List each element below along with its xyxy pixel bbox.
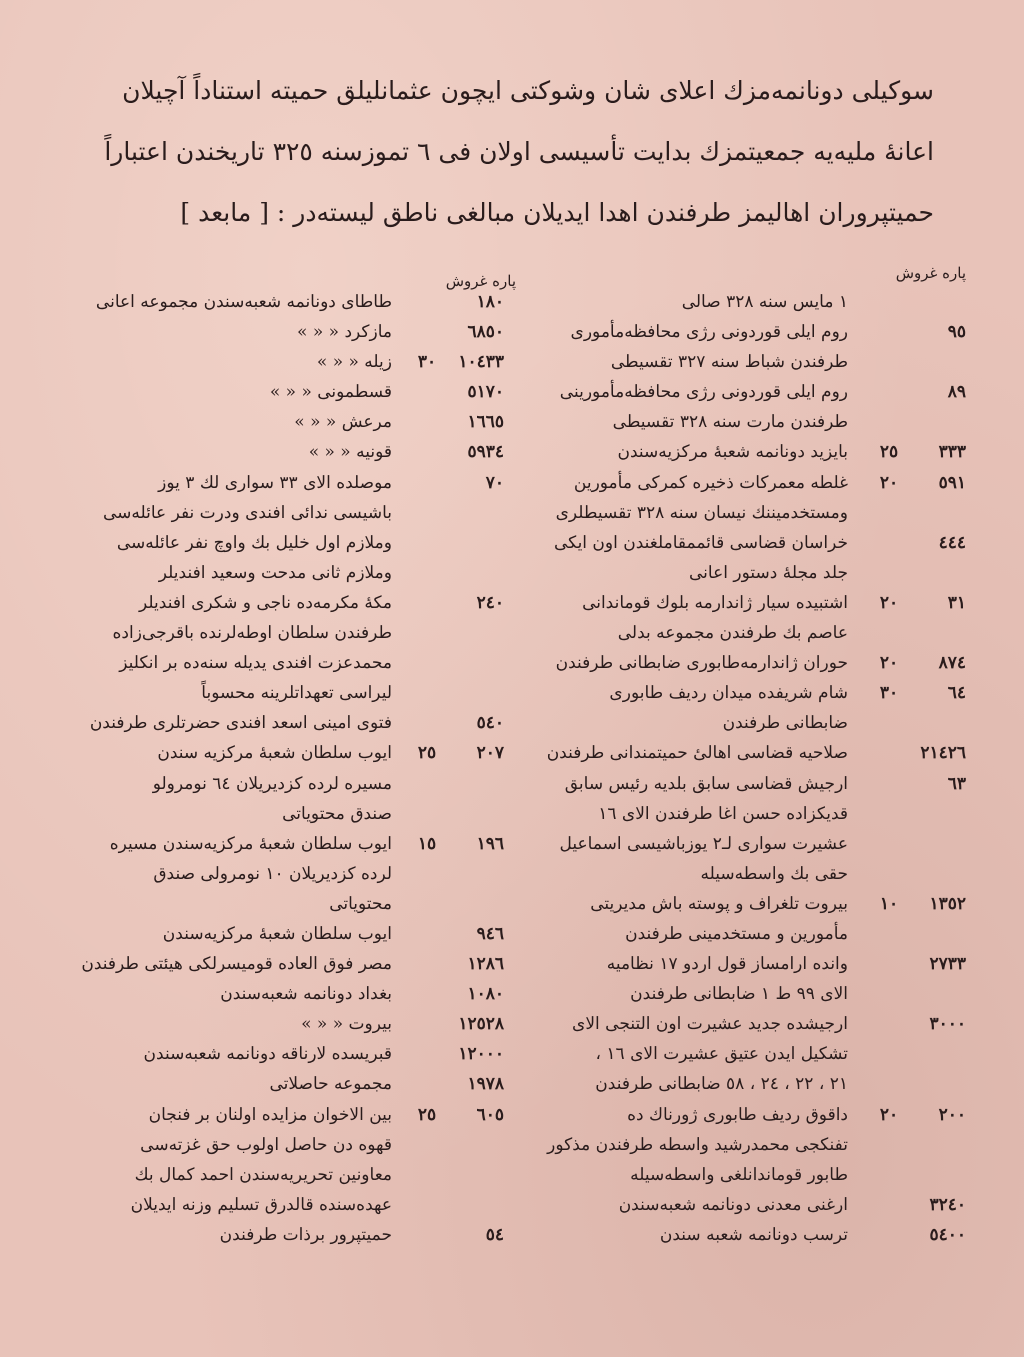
amount: [392, 713, 504, 733]
donor-text: صلاحیه قضاسی اهالیٔ حمیتمندانی طرفندن: [546, 743, 848, 764]
donor-text: روم ایلی قوردونی رژی محافظه‌مأمورینی: [559, 382, 848, 403]
ledger-line: [84, 533, 504, 563]
amount: [392, 382, 504, 402]
donor-text: ایوب سلطان شعبهٔ مرکزیه سندن: [157, 743, 392, 764]
para-amount: ٢٠: [879, 472, 899, 493]
kurus-amount: ١٩٦: [476, 833, 504, 854]
header-line-3: حمیتپروران اهالیمز طرفندن اهدا ایدیلان مبالغی ناطق لیسته‌در : [ مابعد ]: [180, 198, 934, 227]
kurus-amount: ١٣٥٢: [929, 893, 966, 914]
donor-text: حقی بك واسطه‌سیله: [700, 863, 848, 884]
kurus-amount: ٦٣: [947, 773, 966, 794]
kurus-amount: ١٩٧٨: [467, 1074, 504, 1095]
donor-text: ومستخدمیننك نیسان سنه ٣٢٨ تقسیطلری: [555, 502, 848, 523]
right-column: [526, 292, 966, 1255]
amount: [848, 533, 966, 553]
donor-text: صندق محتویاتی: [282, 803, 392, 824]
ledger-line: [84, 1135, 504, 1165]
kurus-amount: ٤٤٤: [938, 532, 966, 553]
ledger-line: [526, 954, 966, 984]
right-column-header: پاره غروش: [895, 264, 966, 282]
donor-text: معاونین تحریریه‌سندن احمد کمال بك: [134, 1164, 392, 1185]
donor-text: قهوه دن حاصل اولوب حق غزته‌سی: [140, 1134, 392, 1155]
kurus-amount: ٩٥: [947, 322, 966, 343]
kurus-amount: ١٠٤٣٣: [458, 352, 504, 373]
kurus-amount: ٥١٧٠: [467, 382, 504, 403]
donor-text: طاطای دونانمه شعبه‌سندن مجموعه اعانی: [95, 292, 392, 312]
ledger-line: [526, 984, 966, 1014]
donor-text: روم ایلی قوردونی رژی محافظه‌مأموری: [570, 322, 848, 343]
amount: [848, 774, 966, 794]
ledger-line: [526, 774, 966, 804]
kurus-amount: ٣٣٣: [938, 442, 966, 463]
kurus-amount: ٦٠٥: [476, 1104, 504, 1125]
amount: [848, 954, 966, 974]
amount: [392, 1044, 504, 1064]
donor-text: ترسب دونانمه شعبه سندن: [659, 1224, 848, 1245]
amount: [392, 1074, 504, 1094]
donor-text: قدیکزاده حسن اغا طرفندن الای ١٦: [598, 803, 848, 824]
ledger-line: [526, 442, 966, 472]
ledger-line: [84, 473, 504, 503]
kurus-amount: ٢٠٠: [938, 1104, 966, 1125]
donor-text: ضابطانی طرفندن: [722, 713, 848, 734]
ledger-line: [84, 1044, 504, 1074]
donor-text: وملازم ثانی مدحت وسعید افندیلر: [158, 562, 392, 583]
donor-text: مکهٔ مکرمه‌ده ناجی و شکری افندیلر: [139, 592, 392, 613]
ledger-line: [526, 1195, 966, 1225]
donor-text: حوران ژاندارمه‌طابوری ضابطانی طرفندن: [555, 653, 848, 674]
donor-text: ایوب سلطان شعبهٔ مرکزیه‌سندن: [162, 923, 392, 944]
ledger-line: [526, 683, 966, 713]
ledger-line: [526, 1225, 966, 1255]
donor-text: باشیسی ندائی افندی ودرت نفر عائله‌سی: [102, 502, 392, 523]
donor-text: تفنکجی محمدرشید واسطه طرفندن مذکور: [547, 1134, 848, 1155]
kurus-amount: ١٢٥٢٨: [458, 1014, 504, 1035]
ledger-line: [84, 894, 504, 924]
donor-text: محمدعزت افندی یدیله سنه‌ده بر انکلیز: [119, 653, 392, 674]
donor-text: جلد مجلهٔ دستور اعانی: [689, 562, 848, 583]
ledger-line: [84, 623, 504, 653]
ledger-line: [526, 804, 966, 834]
kurus-amount: ٥٤: [485, 1224, 504, 1245]
ledger-line: [526, 864, 966, 894]
donor-text: قبریسده لارناقه دونانمه شعبه‌سندن: [143, 1044, 392, 1065]
amount: [848, 1014, 966, 1034]
amount: [848, 1195, 966, 1215]
ledger-line: [84, 593, 504, 623]
amount: [392, 442, 504, 462]
donor-text: مجموعه حاصلاتی: [269, 1074, 392, 1095]
kurus-amount: ٥٩١: [938, 472, 966, 493]
donor-text: شام شریفده میدان ردیف طابوری: [609, 683, 848, 704]
donor-text: الای ٩٩ ط ١ ضابطانی طرفندن: [630, 984, 848, 1005]
kurus-amount: ٣١: [947, 592, 966, 613]
amount: [848, 683, 966, 703]
donor-text: بیروت تلغراف و پوسته باش مدیریتی: [590, 893, 848, 914]
para-amount: ٢٠: [879, 1104, 899, 1125]
ledger-line: [526, 292, 966, 322]
donor-text: مسیره لرده کزدیریلان ٦٤ نومرولو: [152, 773, 392, 794]
amount: [392, 984, 504, 1004]
ledger-line: [84, 864, 504, 894]
donor-text: مرعش « « »: [294, 412, 392, 433]
ledger-line: [526, 894, 966, 924]
donor-text: قونیه « « »: [308, 442, 392, 463]
amount: [392, 352, 504, 372]
donor-text: وملازم اول خلیل بك واوچ نفر عائله‌سی: [116, 532, 392, 553]
donor-text: ٢١ ، ٢٢ ، ٢٤ ، ٥٨ ضابطانی طرفندن: [595, 1074, 848, 1095]
ledger-line: [526, 563, 966, 593]
donor-text: طرفندن مارت سنه ٣٢٨ تقسیطی: [612, 412, 848, 433]
ledger-line: [526, 1165, 966, 1195]
ledger-line: [526, 352, 966, 382]
left-column-header: پاره غروش: [445, 272, 516, 290]
ledger-line: [84, 804, 504, 834]
kurus-amount: ٥٩٣٤: [467, 442, 504, 463]
donor-text: موصلده الای ٣٣ سواری لك ٣ یوز: [158, 472, 392, 493]
amount: [392, 322, 504, 342]
header-line-1: سوکیلی دونانمه‌مزك اعلای شان وشوکتی ایچون عثمانلیلق حمیته استناداً آچیلان: [122, 76, 934, 105]
ledger-line: [84, 834, 504, 864]
donor-text: حمیتپرور برذات طرفندن: [219, 1224, 392, 1245]
ledger-line: [526, 1014, 966, 1044]
ledger-line: [84, 683, 504, 713]
amount: [848, 894, 966, 914]
ledger-line: [526, 533, 966, 563]
donor-text: بیروت « « »: [301, 1014, 392, 1035]
donor-text: غلطه معمرکات ذخیره کمرکی مأمورین: [573, 472, 848, 493]
left-column: [81, 292, 504, 1255]
ledger-line: [84, 743, 504, 773]
donor-text: ارغنی معدنی دونانمه شعبه‌سندن: [618, 1194, 848, 1215]
amount: [392, 834, 504, 854]
amount: [848, 743, 966, 763]
para-amount: ٢٥: [879, 442, 899, 463]
ledger-line: [526, 653, 966, 683]
ledger-line: [84, 653, 504, 683]
donor-text: خراسان قضاسی قائممقاملغندن اون ایکی: [554, 532, 848, 553]
para-amount: ٣٠: [879, 683, 899, 704]
amount: [392, 1014, 504, 1034]
ledger-line: [526, 743, 966, 773]
document-header: [104, 60, 934, 243]
ledger-line: [526, 1044, 966, 1074]
ledger-line: [526, 924, 966, 954]
ledger-line: [84, 412, 504, 442]
ledger-line: [84, 382, 504, 412]
amount: [392, 743, 504, 763]
ledger-line: [84, 1195, 504, 1225]
amount: [392, 1225, 504, 1245]
donor-text: بین الاخوان مزایده اولنان بر فنجان: [148, 1104, 392, 1125]
ledger-line: [81, 954, 504, 984]
ledger-line: [84, 774, 504, 804]
para-amount: ٢٥: [417, 1104, 437, 1125]
ledger-line: [526, 834, 966, 864]
ledger-line: [526, 322, 966, 352]
kurus-amount: ٩٤٦: [476, 923, 504, 944]
header-line-2: اعانهٔ ملیه‌یه جمعیتمزك بدایت تأسیسی اولان فی ٦ تموزسنه ٣٢٥ تاریخندن اعتباراً: [104, 137, 934, 166]
kurus-amount: ٨٧٤: [938, 653, 966, 674]
kurus-amount: ٣٠٠٠: [929, 1014, 966, 1035]
ledger-line: [526, 473, 966, 503]
donor-text: ایوب سلطان شعبهٔ مرکزیه‌سندن مسیره‌: [109, 833, 392, 854]
amount: [848, 322, 966, 342]
amount: [848, 382, 966, 402]
ledger-line: [526, 713, 966, 743]
donor-text: عهده‌سنده قالدرق تسلیم وزنه ایدیلان: [130, 1194, 392, 1215]
donor-text: فتوی امینی اسعد افندی حضرتلری طرفندن: [89, 713, 392, 734]
para-amount: ٣٠: [417, 352, 437, 373]
donor-text: تشکیل ایدن عتیق عشیرت الای ١٦ ،: [595, 1044, 848, 1065]
donor-text: ارجیشده جدید عشیرت اون التنجی الای: [572, 1014, 848, 1035]
amount: [848, 473, 966, 493]
amount: [392, 924, 504, 944]
ledger-line: [526, 1105, 966, 1135]
kurus-amount: ٢٧٣٣: [929, 954, 966, 975]
donor-text: بغداد دونانمه شعبه‌سندن: [220, 984, 392, 1005]
donor-text: لرده کزدیریلان ١٠ نومرولی صندق: [153, 863, 392, 884]
ledger-line: [84, 442, 504, 472]
kurus-amount: ٦٨٥٠: [467, 322, 504, 343]
kurus-amount: ١٢٨٦: [467, 954, 504, 975]
ledger-line: [526, 503, 966, 533]
kurus-amount: ٥٤٠٠: [929, 1224, 966, 1245]
donor-text: لیراسی تعهداتلرینه محسوباً: [201, 683, 392, 704]
donor-text: ارجیش قضاسی سابق بلدیه رئیس سابق: [564, 773, 848, 794]
kurus-amount: ٨٩: [947, 382, 966, 403]
donor-text: طرفندن شباط سنه ٣٢٧ تقسیطی: [610, 352, 848, 373]
ledger-line: [84, 1225, 504, 1255]
ledger-line: [84, 292, 504, 322]
ledger-line: [84, 352, 504, 382]
para-amount: ١٠: [879, 893, 899, 914]
kurus-amount: ٢٠٧: [476, 743, 504, 764]
para-amount: ٢٠: [879, 592, 899, 613]
donor-text: عشیرت سواری لـ٢ یوزباشیسی اسماعیل: [559, 833, 848, 854]
donor-text: عاصم بك طرفندن مجموعه بدلی: [617, 623, 848, 644]
donor-text: زیله « « »: [316, 352, 392, 373]
donor-text: قسطمونی « « »: [269, 382, 392, 403]
donor-text: اشتبیده سیار ژاندارمه بلوك قوماندانی: [582, 592, 848, 613]
amount: [392, 292, 504, 312]
ledger-line: [84, 984, 504, 1014]
ledger-line: [526, 623, 966, 653]
ledger-line: [526, 593, 966, 623]
kurus-amount: ٧٠: [485, 472, 504, 493]
ledger-line: [84, 1014, 504, 1044]
amount: [848, 653, 966, 673]
donor-text: طرفندن سلطان اوطه‌لرنده باقرجی‌زاده: [112, 623, 392, 644]
donor-text: داقوق ردیف طابوری ژورناك ده: [627, 1104, 848, 1125]
ledger-line: [84, 563, 504, 593]
amount: [392, 593, 504, 613]
donor-text: ١ مایس سنه ٣٢٨ صالی: [681, 292, 848, 312]
amount: [392, 473, 504, 493]
donor-text: مازکرد « « »: [297, 322, 392, 343]
amount: [848, 1105, 966, 1125]
ledger-line: [84, 1105, 504, 1135]
amount: [392, 954, 504, 974]
para-amount: ٢٥: [417, 743, 437, 764]
ledger-line: [84, 1165, 504, 1195]
ledger-line: [84, 503, 504, 533]
amount: [848, 1225, 966, 1245]
ledger-line: [526, 412, 966, 442]
kurus-amount: ٢٤٠: [476, 592, 504, 613]
ledger-line: [84, 322, 504, 352]
ledger-line: [526, 1074, 966, 1104]
kurus-amount: ٥٤٠: [476, 713, 504, 734]
kurus-amount: ٣٢٤٠: [929, 1194, 966, 1215]
kurus-amount: ١٨٠: [476, 292, 504, 312]
amount: [392, 1105, 504, 1125]
donor-text: بایزید دونانمه شعبهٔ مرکزیه‌سندن: [617, 442, 848, 463]
donor-text: وانده ارامساز قول اردو ١٧ نظامیه: [606, 954, 848, 975]
kurus-amount: ٦٤: [947, 683, 966, 704]
kurus-amount: ١٦٦٥: [467, 412, 504, 433]
para-amount: ١٥: [417, 833, 437, 854]
kurus-amount: ١٢٠٠٠: [458, 1044, 504, 1065]
donor-text: مأمورین و مستخدمینی طرفندن: [625, 923, 848, 944]
donor-text: طابور قوماندانلغی واسطه‌سیله: [630, 1164, 848, 1185]
ledger-line: [84, 713, 504, 743]
kurus-amount: ١٠٨٠: [467, 984, 504, 1005]
ledger-line: [84, 1074, 504, 1104]
donor-text: مصر فوق العاده قومیسرلکی هیئتی طرفندن: [81, 954, 392, 975]
donor-text: محتویاتی: [329, 893, 392, 914]
ledger-line: [526, 1135, 966, 1165]
kurus-amount: ٢١٤٢٦: [920, 743, 966, 764]
para-amount: ٢٠: [879, 653, 899, 674]
amount: [392, 412, 504, 432]
amount: [848, 442, 966, 462]
ledger-line: [84, 924, 504, 954]
ledger-line: [526, 382, 966, 412]
amount: [848, 593, 966, 613]
